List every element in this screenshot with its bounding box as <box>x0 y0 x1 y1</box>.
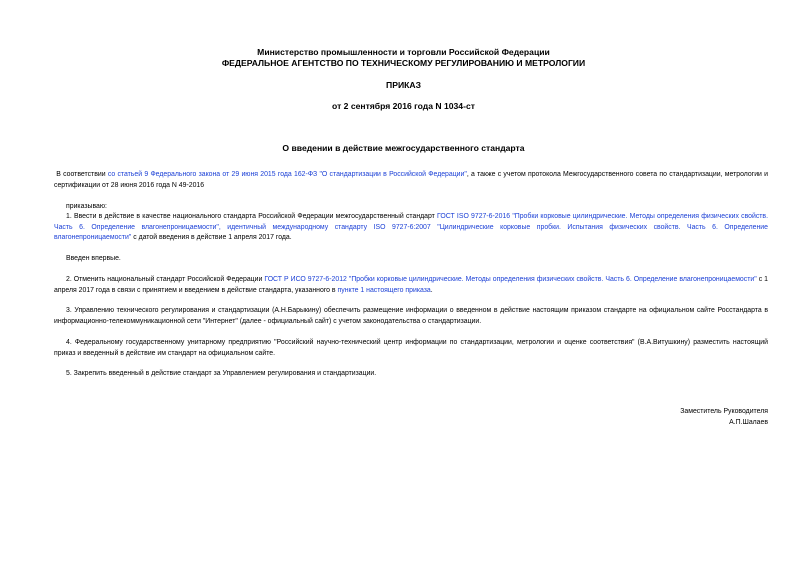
item-1-reference-link[interactable]: пункте 1 настоящего приказа <box>337 286 431 294</box>
agency-name: ФЕДЕРАЛЬНОЕ АГЕНТСТВО ПО ТЕХНИЧЕСКОМУ РЕГУЛИРОВАНИЮ И МЕТРОЛОГИИ <box>221 58 586 68</box>
item-2-mid: с 1 апреля 2017 года в связи с принятием и введением в действие стандарта, указанного в <box>54 276 768 294</box>
item-2-end: . <box>430 286 433 294</box>
order-label: ПРИКАЗ <box>386 80 421 90</box>
order-date: от 2 сентября 2016 года N 1034-ст <box>332 101 475 111</box>
signatory-title: Заместитель Руководителя <box>680 408 768 415</box>
introduced-note: Введен впервые. <box>66 255 121 262</box>
gost-r-iso-link[interactable]: ГОСТ Р ИСО 9727-6-2012 "Пробки корковые цилиндрические. Методы определения физических свойств. Часть 6. Определение влагонепроницаемости" <box>264 276 757 283</box>
intro-rest-text: , а также с учетом протокола Межгосударственного совета по стандартизации, метрологии и сертификации от 28 июня 2016 года N 49-2016 <box>54 171 769 189</box>
signatory-name: А.П.Шалаев <box>729 419 768 426</box>
item-1-paragraph <box>54 212 768 244</box>
ministry-name: Министерство промышленности и торговли Российской Федерации <box>257 47 550 57</box>
intro-paragraph <box>54 170 768 191</box>
item-5-paragraph: 5. Закрепить введенный в действие стандарт за Управлением регулирования и стандартизации. <box>66 370 377 377</box>
intro-lead-text: В соответствии <box>56 171 108 178</box>
item-2-lead: 2. Отменить национальный стандарт Российской Федерации <box>66 276 265 283</box>
item-1-rest: с датой введения в действие 1 апреля 2017 года. <box>131 234 292 242</box>
item-2-paragraph <box>54 275 768 296</box>
order-word: приказываю: <box>66 203 107 210</box>
item-3-paragraph: 3. Управлению технического регулирования и стандартизации (А.Н.Барыкину) обеспечить размещение информации о введенном в действие настоящим приказом стандарте на официальном сайте Росстандарта в информационно-телекоммуникационной сети "Интернет" (далее - официальный сайт) с учетом законодательства о стандартизации. <box>54 307 768 325</box>
item-4-paragraph: 4. Федеральному государственному унитарному предприятию "Российский научно-технический центр информации по стандартизации, метрологии и оценке соответствия" (В.А.Витушкину) разместить настоящий приказ и введенный в действие им стандарт на официальном сайте. <box>54 339 768 357</box>
document-title: О введении в действие межгосударственного стандарта <box>282 143 525 153</box>
federal-law-link[interactable]: со статьей 9 Федерального закона от 29 июня 2015 года 162-ФЗ "О стандартизации в Российской Федерации" <box>107 171 467 178</box>
gost-iso-link[interactable]: ГОСТ ISO 9727-6-2016 "Пробки корковые цилиндрические. Методы определения физических свойств. Часть 6. Определение влагонепроницаемости", идентичный международному стандарту ISO 9727-6:2007 "Цилиндрические корковые пробки. Испытания физических свойств. Часть 6. Определение влагонепроницаемости" <box>54 213 769 242</box>
item-1-lead: 1. Ввести в действие в качестве национального стандарта Российской Федерации межгосударственный стандарт <box>66 213 438 220</box>
